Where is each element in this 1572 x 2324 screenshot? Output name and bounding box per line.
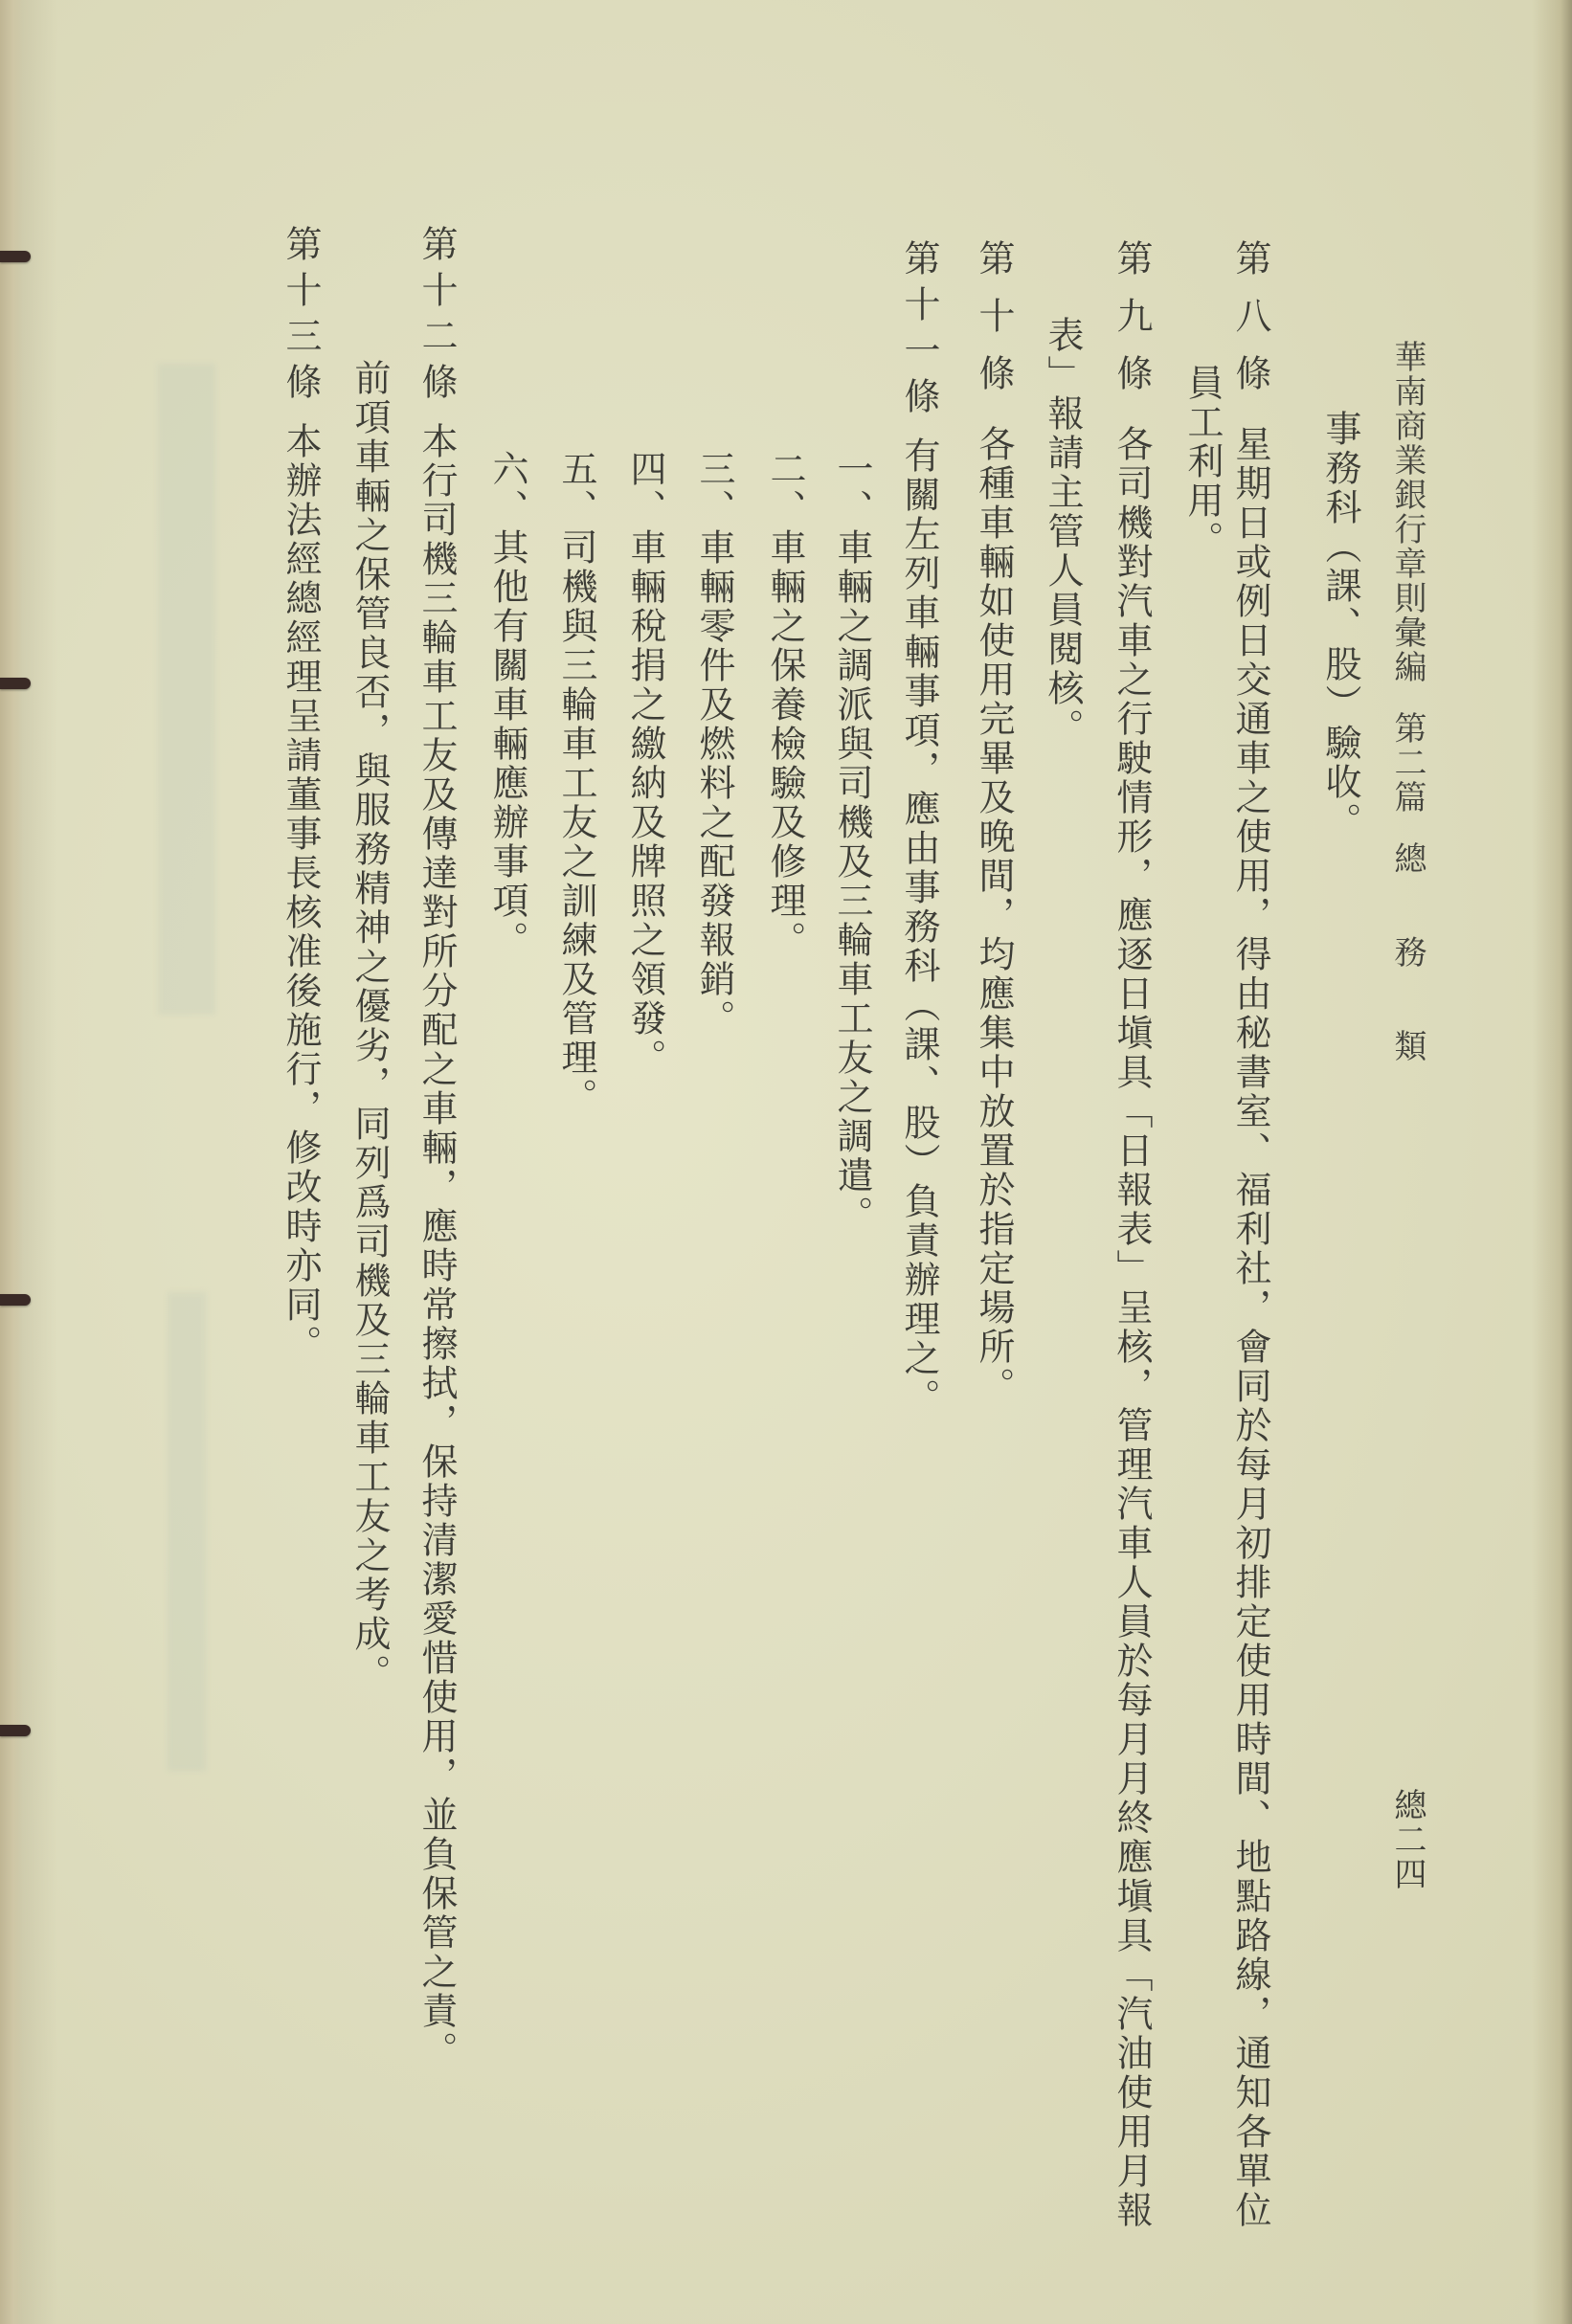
binding-stitch (0, 1294, 31, 1306)
book-spine (0, 0, 23, 2324)
binding-stitch (0, 251, 31, 262)
binding-stitch (0, 1725, 31, 1736)
bleed-through-text (158, 364, 215, 1015)
article-11-item-1: 一、車輛之調派與司機及三輪車工友之調遣。 (831, 450, 873, 1235)
article-text: 有關左列車輛事項，應由事務科（課、股）負責辦理之。 (898, 436, 940, 1418)
article-11-item-6: 六、其他有關車輛應辦事項。 (486, 450, 528, 960)
category-char: 類 (1388, 1029, 1426, 1063)
category-char: 總 (1388, 841, 1426, 876)
article-text: 各種車輛如使用完畢及晚間，均應集中放置於指定場所。 (973, 425, 1015, 1406)
article-11-item-4: 四、車輛稅捐之繳納及牌照之領發。 (624, 450, 666, 1078)
article-9-cont: 表」報請主管人員閱核。 (1042, 316, 1084, 748)
continuation-line: 事務科（課、股）驗收。 (1319, 410, 1361, 841)
article-11 (896, 239, 942, 1418)
article-label: 第九條 (1111, 239, 1153, 412)
article-12 (414, 225, 460, 2070)
article-text: 本辦法經總經理呈請董事長核准後施行，修改時亦同。 (280, 422, 322, 1364)
page-number: 總二四 (1388, 1788, 1426, 1891)
book-title: 華南商業銀行章則彙編 (1388, 340, 1426, 684)
article-text: 各司機對汽車之行駛情形，應逐日塡具「日報表」呈核，管理汽車人員於每月月終應塡具「汽油使用月報 (1111, 425, 1153, 2230)
article-text: 本行司機三輪車工友及傳達對所分配之車輛，應時常擦拭，保持清潔愛惜使用，並負保管之責。 (415, 422, 458, 2070)
article-label: 第十二條 (415, 225, 458, 409)
running-header (1384, 340, 1430, 1063)
article-10 (971, 239, 1017, 1406)
article-12-para-2: 前項車輛之保管良否，與服務精神之優劣，同列爲司機及三輪車工友之考成。 (348, 359, 391, 1693)
article-11-item-2: 二、車輛之保養檢驗及修理。 (764, 450, 806, 960)
part-title: 第二篇 (1388, 711, 1426, 815)
article-9 (1109, 239, 1155, 2230)
bleed-through-text (168, 1292, 206, 1771)
article-11-item-5: 五、司機與三輪車工友之訓練及管理。 (555, 450, 597, 1117)
article-label: 第十條 (973, 239, 1015, 412)
article-8-cont: 員工利用。 (1181, 364, 1224, 560)
article-label: 第十一條 (898, 239, 940, 423)
category-char: 務 (1388, 935, 1426, 970)
article-13 (278, 225, 324, 1364)
article-label: 第八條 (1229, 239, 1271, 412)
article-8 (1227, 239, 1273, 2230)
article-label: 第十三條 (280, 225, 322, 409)
article-11-item-3: 三、車輛零件及燃料之配發報銷。 (693, 450, 735, 1039)
binding-stitch (0, 678, 31, 689)
article-text: 星期日或例日交通車之使用，得由秘書室、福利社，會同於每月初排定使用時間、地點路線，通知各單位 (1229, 425, 1271, 2230)
